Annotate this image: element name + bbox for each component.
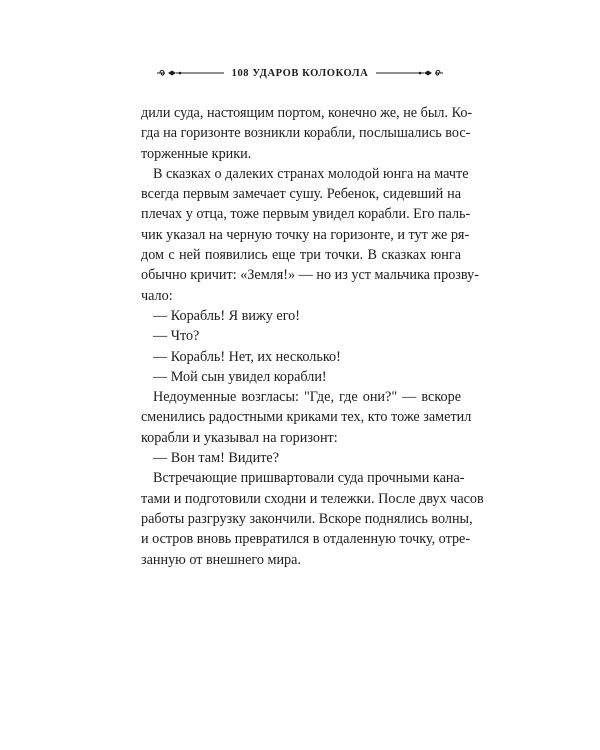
text-line: тами и подготовили сходни и тележки. После двух часов [141,490,484,507]
text-line: плечах у отца, тоже первым увидел корабли. Его паль- [141,206,471,223]
text-line: Недоуменные возгласы: "Где, где они?" — вскоре [153,389,461,406]
text-line: сменились радостными криками тех, кто тоже заметил [141,409,472,426]
body-text [141,103,484,570]
text-line: всегда первым замечает сушу. Ребенок, сидевший на [141,186,461,203]
text-line: обычно кричит: «Земля!» — но из уст мальчика прозву- [141,267,479,284]
text-line: — Мой сын увидел корабли! [153,368,327,385]
text-line: чик указал на черную точку на горизонте, и тут же ря- [141,226,470,243]
text-line: дом с ней появились еще три точки. В сказках юнга [141,247,461,264]
text-line: торженные крики. [141,145,252,162]
text-line: — Корабль! Я вижу его! [153,307,300,324]
text-line: занную от внешнего мира. [141,551,301,568]
text-line: В сказках о далеких странах молодой юнга на мачте [153,165,469,182]
left-ornament-icon [154,66,226,80]
header-title: 108 УДАРОВ КОЛОКОЛА [231,67,369,79]
text-line: дили суда, настоящим портом, конечно же, не был. Ко- [141,105,473,121]
text-line: чало: [141,287,173,304]
text-line: корабли и указывал на горизонт: [141,429,338,446]
text-line: гда на горизонте возникли корабли, послышались вос- [141,125,471,142]
text-line: Встречающие пришвартовали суда прочными кана- [153,470,465,487]
text-line: и остров вновь превратился в отдаленную точку, отре- [141,531,471,548]
right-ornament-icon [374,66,446,80]
text-line: — Корабль! Нет, их несколько! [153,348,341,365]
running-header [140,63,460,83]
text-line: работы разгрузку закончили. Вскоре поднялись волны, [141,510,473,527]
text-line: — Вон там! Видите? [153,450,280,467]
text-line: — Что? [153,328,200,345]
